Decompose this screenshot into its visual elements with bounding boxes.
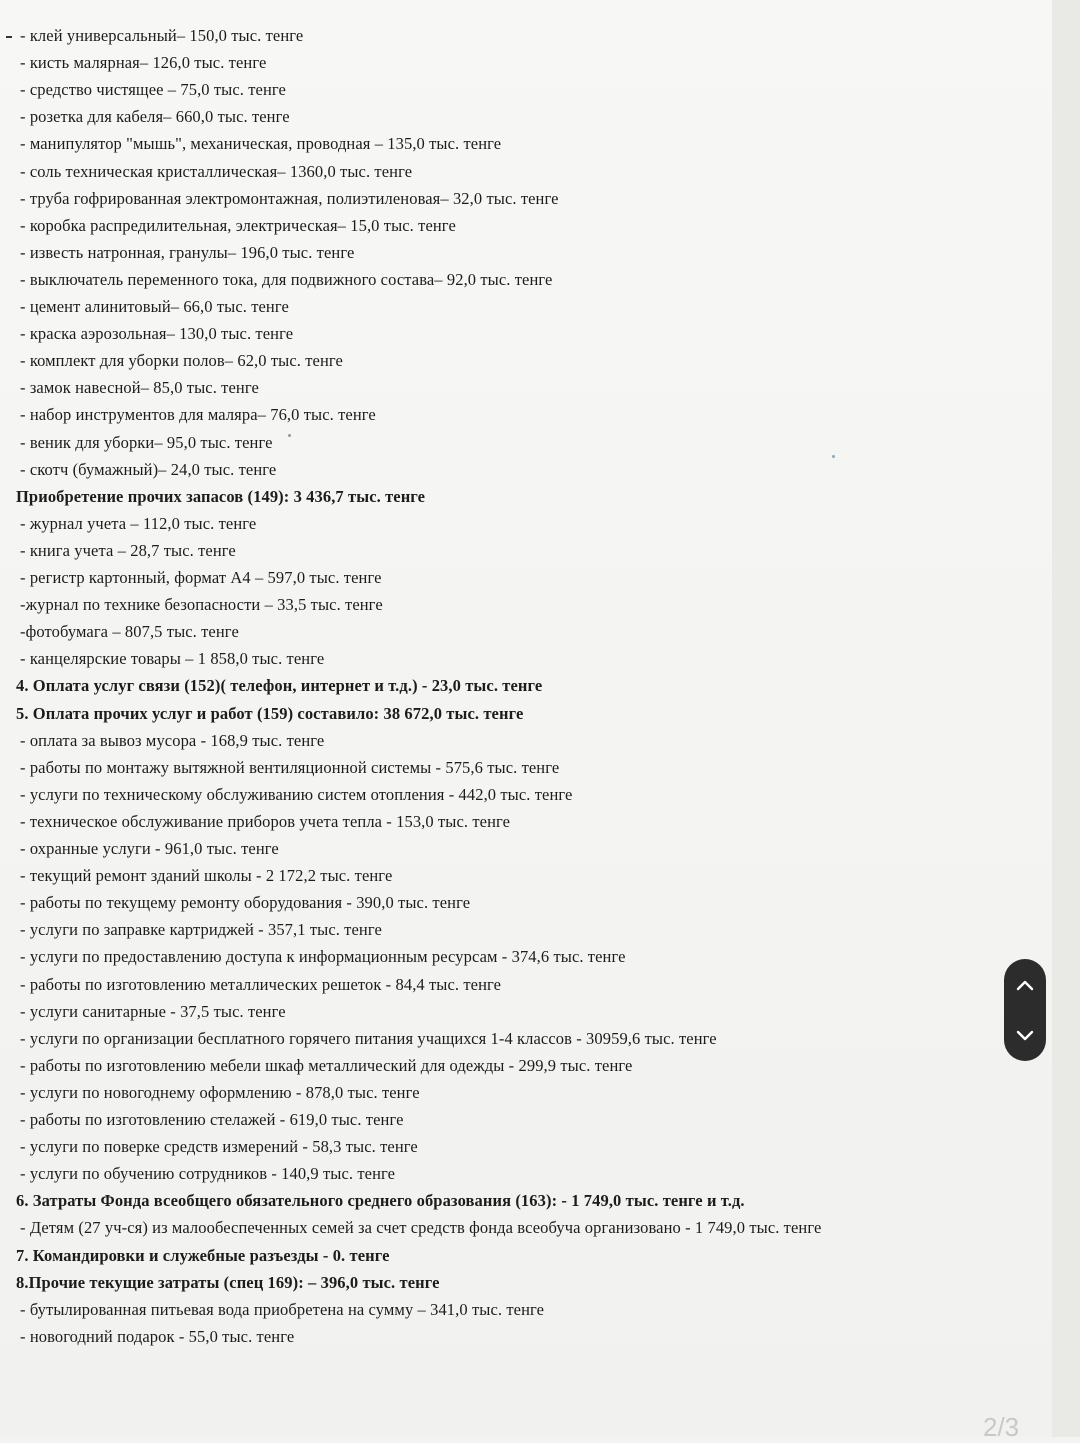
page-indicator: 2/3 (983, 1412, 1020, 1442)
scroll-up-button[interactable] (1004, 959, 1046, 1010)
list-item: - техническое обслуживание приборов учета тепла - 153,0 тыс. тенге (20, 811, 511, 831)
section-heading: 6. Затраты Фонда всеобщего обязательного среднего образования (163): - 1 749,0 тыс. тенге и т.д. (16, 1191, 745, 1211)
list-item: - новогодний подарок - 55,0 тыс. тенге (20, 1326, 295, 1346)
list-item: - Детям (27 уч-ся) из малообеспеченных семей за счет средств фонда всеобуча организовано - 1 749,0 тыс. тенге (20, 1218, 822, 1238)
list-item: - соль техническая кристаллическая– 1360,0 тыс. тенге (20, 161, 413, 181)
chevron-down-icon (1015, 1029, 1035, 1043)
list-item: - услуги по техническому обслуживанию систем отопления - 442,0 тыс. тенге (20, 784, 573, 804)
margin-mark (6, 36, 12, 38)
page-edge (1052, 0, 1080, 1437)
list-item: - охранные услуги - 961,0 тыс. тенге (20, 839, 279, 858)
list-item: - канцелярские товары – 1 858,0 тыс. тенге (20, 649, 325, 669)
list-item: - услуги по предоставлению доступа к информационным ресурсам - 374,6 тыс. тенге (20, 947, 626, 967)
list-item: - известь натронная, гранулы– 196,0 тыс. тенге (20, 242, 355, 262)
list-item: -фотобумага – 807,5 тыс. тенге (20, 622, 239, 642)
section-heading: 4. Оплата услуг связи (152)( телефон, интернет и т.д.) - 23,0 тыс. тенге (16, 676, 543, 696)
list-item: - кисть малярная– 126,0 тыс. тенге (20, 53, 267, 73)
list-item: - скотч (бумажный)– 24,0 тыс. тенге (20, 459, 277, 479)
list-item: - работы по изготовлению стелажей - 619,0 тыс. тенге (20, 1110, 404, 1129)
list-item: - текущий ремонт зданий школы - 2 172,2 тыс. тенге (20, 866, 393, 886)
list-item: - средство чистящее – 75,0 тыс. тенге (20, 80, 286, 100)
section-heading: 7. Командировки и служебные разъезды - 0. тенге (16, 1245, 390, 1265)
section-heading: Приобретение прочих запасов (149): 3 436,7 тыс. тенге (16, 486, 426, 506)
list-item: - работы по монтажу вытяжной вентиляционной системы - 575,6 тыс. тенге (20, 757, 560, 777)
chevron-up-icon (1015, 978, 1035, 992)
list-item: - услуги по организации бесплатного горячего питания учащихся 1-4 классов - 30959,6 тыс. тенге (20, 1028, 717, 1048)
list-item: - веник для уборки– 95,0 тыс. тенге (20, 432, 273, 452)
list-item: - работы по изготовлению мебели шкаф металлический для одежды - 299,9 тыс. тенге (20, 1055, 633, 1075)
list-item: - работы по изготовлению металлических решеток - 84,4 тыс. тенге (20, 974, 502, 994)
list-item: - коробка распредилительная, электрическая– 15,0 тыс. тенге (20, 215, 456, 235)
list-item: - регистр картонный, формат А4 – 597,0 тыс. тенге (20, 568, 382, 587)
list-item: - работы по текущему ремонту оборудования - 390,0 тыс. тенге (20, 893, 471, 913)
list-item: -журнал по технике безопасности – 33,5 тыс. тенге (20, 595, 383, 615)
list-item: - манипулятор "мышь", механическая, проводная – 135,0 тыс. тенге (20, 134, 502, 154)
list-item: - комплект для уборки полов– 62,0 тыс. тенге (20, 351, 343, 371)
page-scroll-control (1004, 959, 1046, 1061)
list-item: - замок навесной– 85,0 тыс. тенге (20, 378, 259, 398)
list-item: - книга учета – 28,7 тыс. тенге (20, 540, 236, 560)
section-heading: 5. Оплата прочих услуг и работ (159) составило: 38 672,0 тыс. тенге (16, 703, 524, 723)
list-item: - услуги по заправке картриджей - 357,1 тыс. тенге (20, 920, 382, 940)
list-item: - клей универсальный– 150,0 тыс. тенге (20, 26, 304, 45)
list-item: - журнал учета – 112,0 тыс. тенге (20, 513, 257, 533)
scan-speck (288, 434, 291, 437)
list-item: - бутылированная питьевая вода приобретена на сумму – 341,0 тыс. тенге (20, 1299, 545, 1319)
scroll-down-button[interactable] (1004, 1010, 1046, 1061)
list-item: - услуги по обучению сотрудников - 140,9 тыс. тенге (20, 1164, 396, 1184)
list-item: - услуги по поверке средств измерений - 58,3 тыс. тенге (20, 1137, 418, 1157)
list-item: - услуги по новогоднему оформлению - 878,0 тыс. тенге (20, 1082, 420, 1102)
list-item: - розетка для кабеля– 660,0 тыс. тенге (20, 107, 290, 127)
list-item: - краска аэрозольная– 130,0 тыс. тенге (20, 324, 294, 344)
scan-speck (832, 455, 835, 458)
list-item: - цемент алинитовый– 66,0 тыс. тенге (20, 297, 289, 316)
list-item: - набор инструментов для маляра– 76,0 тыс. тенге (20, 405, 376, 425)
list-item: - услуги санитарные - 37,5 тыс. тенге (20, 1001, 286, 1021)
section-heading: 8.Прочие текущие затраты (спец 169): – 396,0 тыс. тенге (16, 1272, 440, 1292)
list-item: - труба гофрированная электромонтажная, полиэтиленовая– 32,0 тыс. тенге (20, 188, 559, 208)
list-item: - выключатель переменного тока, для подвижного состава– 92,0 тыс. тенге (20, 269, 553, 289)
list-item: - оплата за вывоз мусора - 168,9 тыс. тенге (20, 730, 325, 750)
